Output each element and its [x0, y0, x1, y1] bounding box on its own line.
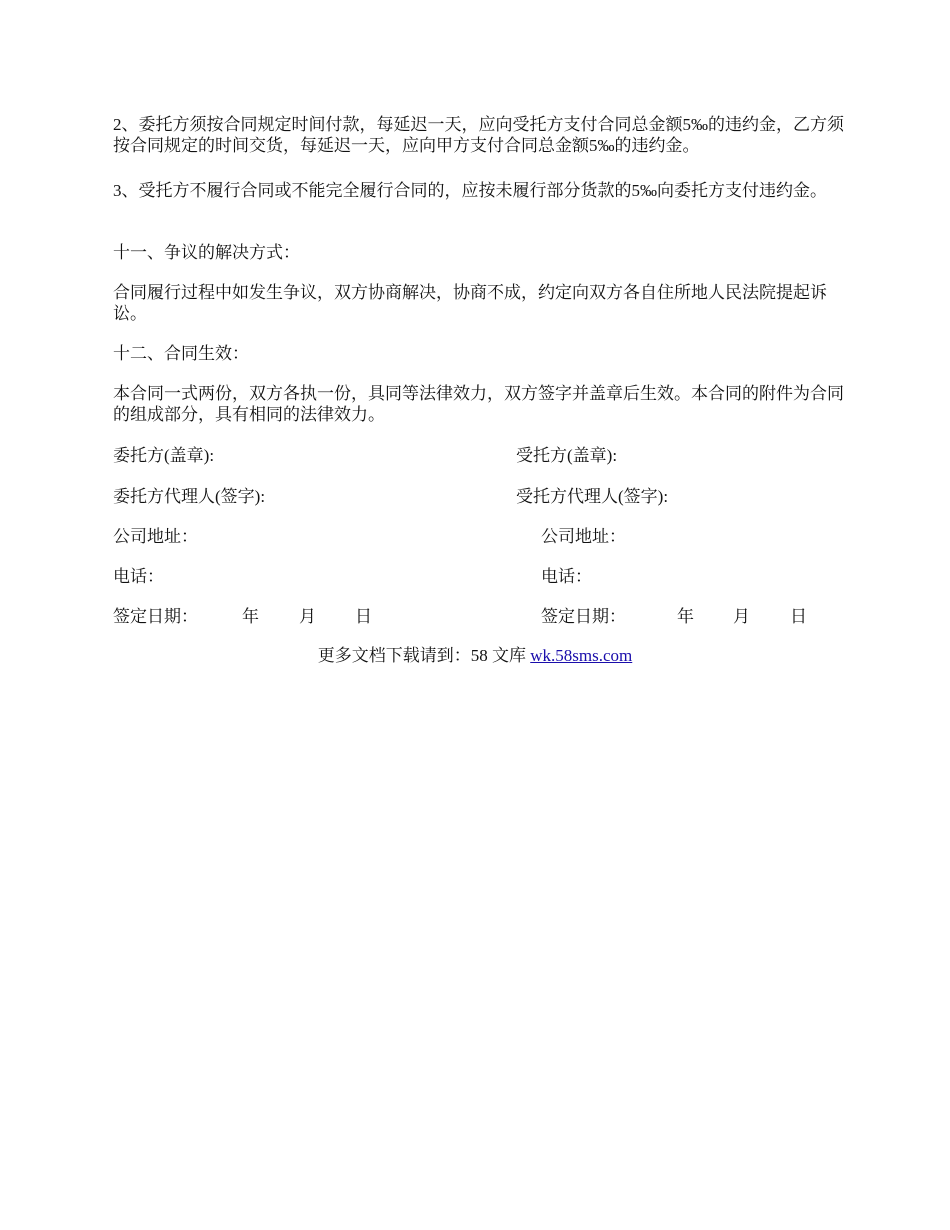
agent-address-label: 公司地址：: [541, 527, 626, 546]
principal-date-month: 月: [299, 607, 316, 626]
footer-prefix-text: 更多文档下载请到：58 文库: [317, 646, 531, 665]
contract-effect-paragraph: 本合同一式两份，双方各执一份，具同等法律效力，双方签字并盖章后生效。本合同的附件为合同的组成部分，具有相同的法律效力。: [113, 384, 844, 424]
agent-date-day: 日: [790, 607, 807, 626]
agent-phone-label: 电话：: [541, 567, 592, 586]
agent-date-month: 月: [733, 607, 750, 626]
principal-date-label: 签定日期：: [113, 607, 198, 626]
download-footer: [0, 645, 950, 666]
agent-seal-label: 受托方(盖章):: [516, 446, 618, 465]
principal-date-day: 日: [355, 607, 372, 626]
agent-signatory-label: 受托方代理人(签字):: [516, 487, 669, 506]
principal-seal-label: 委托方(盖章):: [113, 446, 215, 465]
clause-3-paragraph: 3、受托方不履行合同或不能完全履行合同的，应按未履行部分货款的5‰向委托方支付违约金。: [113, 181, 827, 200]
principal-date-year: 年: [242, 607, 259, 626]
principal-phone-label: 电话：: [113, 567, 164, 586]
principal-agent-label: 委托方代理人(签字):: [113, 487, 266, 506]
footer-website-link[interactable]: wk.58sms.com: [530, 646, 633, 665]
principal-address-label: 公司地址：: [113, 527, 198, 546]
section-12-heading: 十二、合同生效：: [113, 344, 249, 363]
section-11-heading: 十一、争议的解决方式：: [113, 243, 300, 262]
clause-2-paragraph: 2、委托方须按合同规定时间付款，每延迟一天，应向受托方支付合同总金额5‰的违约金，乙方须按合同规定的时间交货，每延迟一天，应向甲方支付合同总金额5‰的违约金。: [113, 115, 844, 155]
dispute-resolution-paragraph: 合同履行过程中如发生争议，双方协商解决，协商不成，约定向双方各自住所地人民法院提起诉讼。: [113, 283, 827, 323]
agent-date-label: 签定日期：: [541, 607, 626, 626]
agent-date-year: 年: [677, 607, 694, 626]
